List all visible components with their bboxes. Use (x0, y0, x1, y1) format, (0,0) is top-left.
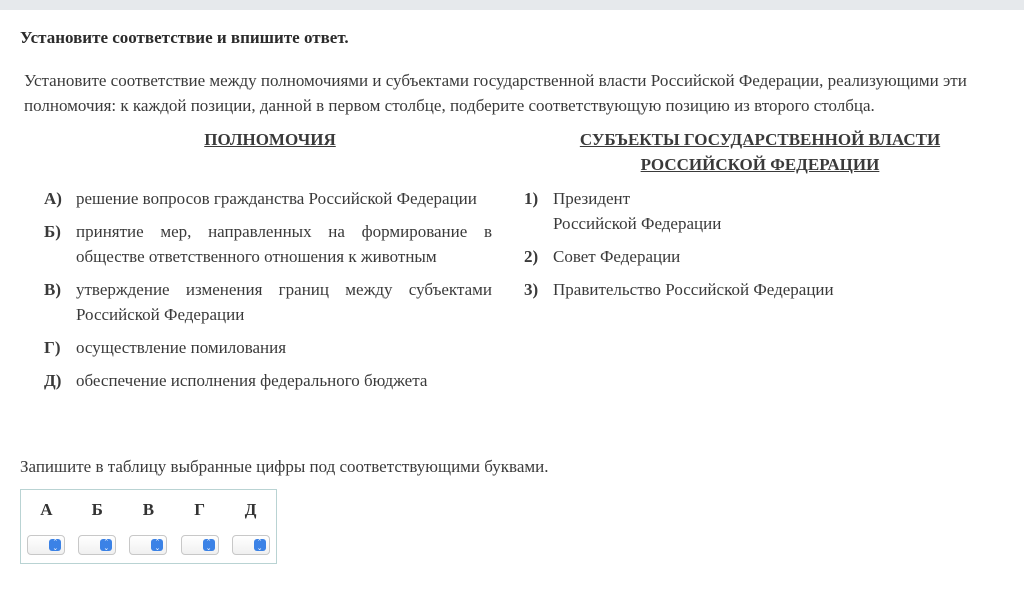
item-key: Г) (44, 338, 61, 357)
item-text: решение вопросов гражданства Российской Федерации (76, 189, 477, 208)
subjects-list (524, 186, 964, 310)
answer-cell (21, 527, 72, 564)
answer-select[interactable] (78, 535, 116, 555)
letter-header: Б (91, 499, 103, 519)
item-key: 1) (524, 189, 539, 208)
instruction-heading: Установите соответствие и впишите ответ. (20, 28, 349, 47)
select-arrows-icon: ⌃ ⌄ (49, 539, 61, 551)
list-item (44, 277, 492, 327)
letter-header: Г (194, 499, 206, 519)
table-prompt: Запишите в таблицу выбранные цифры под соответствующими буквами. (20, 457, 549, 476)
answer-cell (174, 527, 225, 564)
list-item (524, 277, 964, 302)
top-bar (0, 0, 1024, 10)
select-arrows-icon: ⌃ ⌄ (254, 539, 266, 551)
list-item (44, 186, 492, 211)
list-item (524, 186, 964, 236)
item-text: Совет Федерации (553, 247, 681, 266)
answer-table (20, 489, 277, 564)
select-arrows-icon: ⌃ ⌄ (203, 539, 215, 551)
item-key: 2) (524, 247, 539, 266)
item-text: утверждение изменения границ между субъектами Российской Федерации (76, 280, 492, 324)
right-heading-line1: СУБЪЕКТЫ ГОСУДАРСТВЕННОЙ ВЛАСТИ (579, 130, 941, 149)
list-item (524, 244, 964, 269)
answer-select[interactable] (27, 535, 65, 555)
answer-cell (72, 527, 123, 564)
answer-select[interactable] (129, 535, 167, 555)
answer-select[interactable] (232, 535, 270, 555)
list-item (44, 368, 492, 393)
item-text: принятие мер, направленных на формирование в обществе ответственного отношения к животным (76, 222, 492, 266)
item-key: 3) (524, 280, 539, 299)
powers-list (44, 186, 492, 401)
left-column-heading: ПОЛНОМОЧИЯ (204, 130, 336, 149)
item-key: В) (44, 280, 61, 299)
task-text: Установите соответствие между полномочиями и субъектами государственной власти Российской Федерации, реализующими эти полномочия: к каждой позиции, данной в первом столбце, подберите соответствующую позицию из второго столбца. (24, 71, 967, 115)
list-item (44, 335, 492, 360)
item-text: обеспечение исполнения федерального бюджета (76, 371, 428, 390)
letter-header: В (142, 499, 155, 519)
select-arrows-icon: ⌃ ⌄ (151, 539, 163, 551)
item-key: Д) (44, 371, 62, 390)
answer-cell (123, 527, 174, 564)
item-text (553, 186, 964, 236)
item-text: осуществление помилования (76, 338, 287, 357)
item-key: А) (44, 189, 62, 208)
right-column-heading (540, 127, 980, 177)
list-item (44, 219, 492, 269)
item-text-line1: Президент (553, 189, 631, 208)
right-heading-line2: РОССИЙСКОЙ ФЕДЕРАЦИИ (640, 155, 880, 174)
answer-select[interactable] (181, 535, 219, 555)
select-arrows-icon: ⌃ ⌄ (100, 539, 112, 551)
item-key: Б) (44, 222, 61, 241)
letter-header: Д (244, 499, 257, 519)
item-text-line2: Российской Федерации (553, 214, 722, 233)
item-text: Правительство Российской Федерации (553, 280, 834, 299)
answer-cell (225, 527, 276, 564)
letter-header: А (40, 499, 53, 519)
